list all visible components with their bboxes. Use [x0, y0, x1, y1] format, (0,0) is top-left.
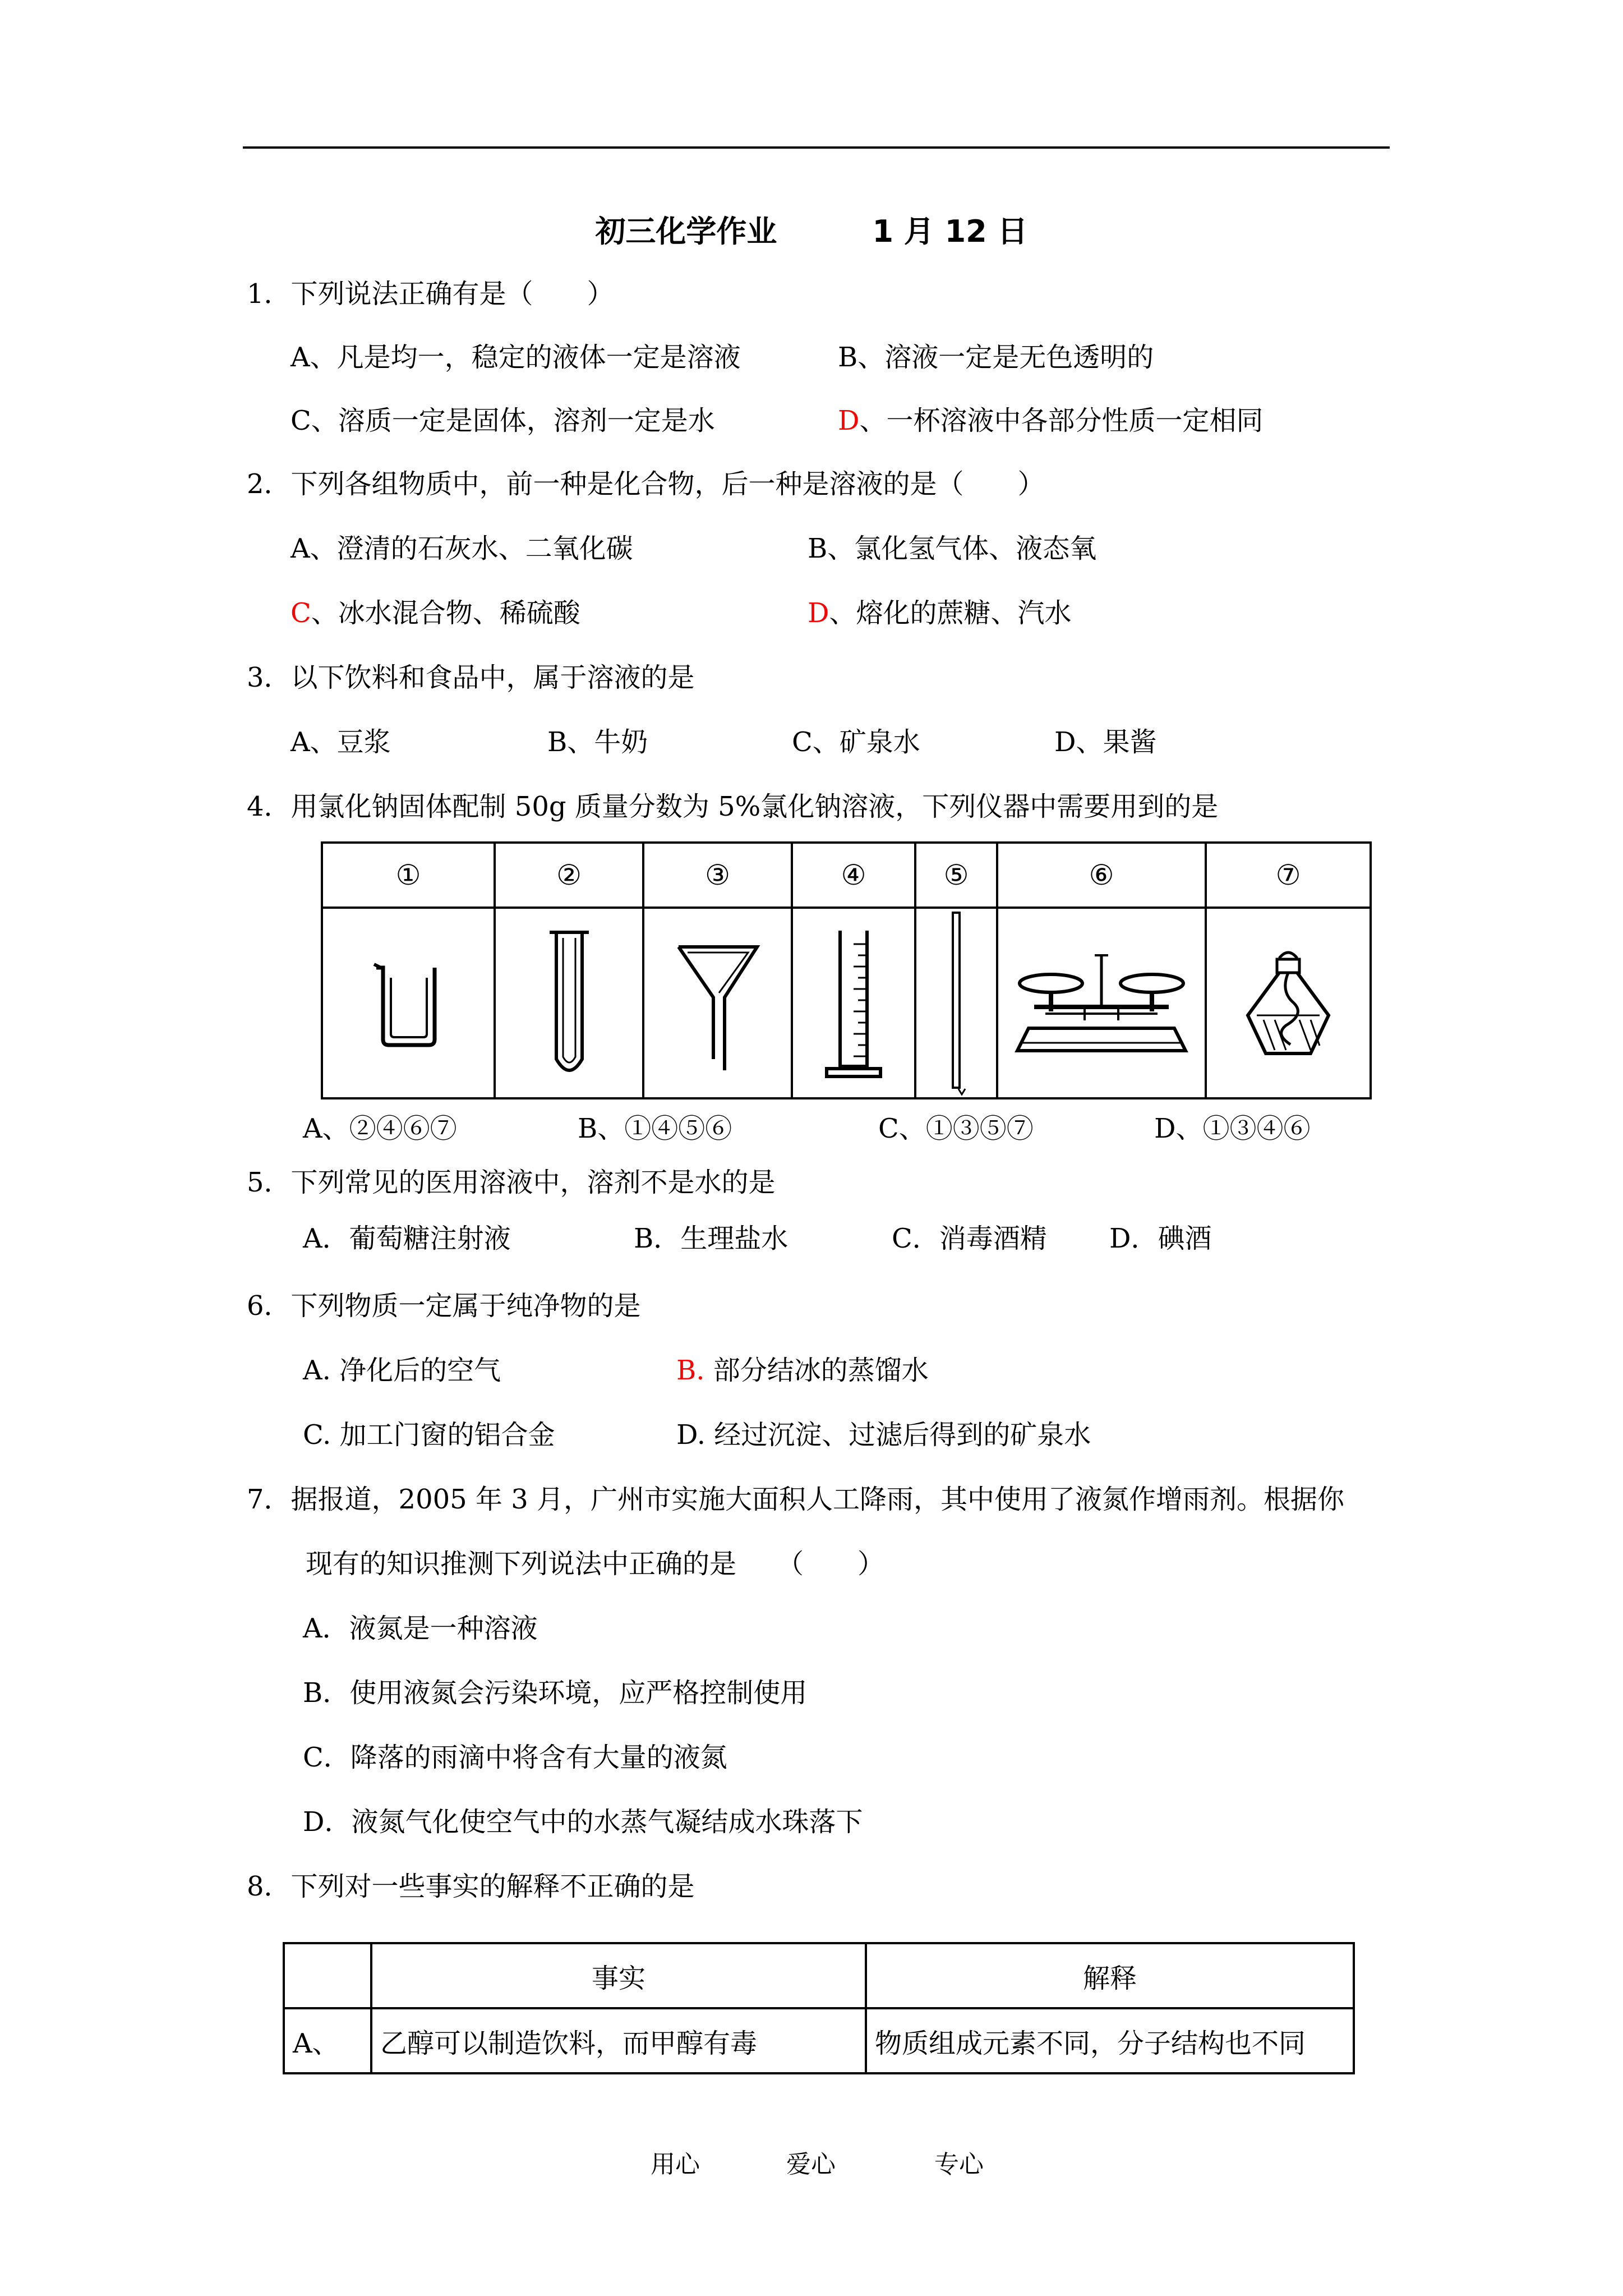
- instrument-cell-3: [643, 908, 792, 1098]
- q6-option-a[interactable]: A. 净化后的空气: [303, 1355, 501, 1386]
- table-header-row: [284, 1943, 1354, 2008]
- q1-stem: 1．下列说法正确有是（ ）: [247, 278, 614, 310]
- q7-option-c[interactable]: C．降落的雨滴中将含有大量的液氮: [303, 1742, 727, 1773]
- q2-option-d[interactable]: D、熔化的蔗糖、汽水: [808, 597, 1072, 629]
- q7-option-a[interactable]: A．液氮是一种溶液: [303, 1613, 538, 1644]
- instrument-number-5: ⑤: [915, 843, 997, 908]
- funnel-icon: [673, 930, 763, 1076]
- q1-option-d[interactable]: D、一杯溶液中各部分性质一定相同: [838, 405, 1264, 436]
- row-label: A、: [284, 2008, 371, 2073]
- instrument-number-3: ③: [643, 843, 792, 908]
- instrument-number-4: ④: [792, 843, 915, 908]
- header-rule: [243, 146, 1390, 149]
- q4-stem: 4．用氯化钠固体配制 50g 质量分数为 5%氯化钠溶液，下列仪器中需要用到的是: [247, 791, 1219, 822]
- instrument-number-6: ⑥: [997, 843, 1206, 908]
- q6-option-d[interactable]: D. 经过沉淀、过滤后得到的矿泉水: [676, 1419, 1091, 1451]
- alcohol-lamp-icon: [1232, 941, 1344, 1065]
- q3-option-b[interactable]: B、牛奶: [547, 726, 648, 758]
- q2-option-a[interactable]: A、澄清的石灰水、二氧化碳: [291, 533, 633, 564]
- q8-stem: 8．下列对一些事实的解释不正确的是: [247, 1871, 695, 1902]
- header-blank: [284, 1943, 371, 2008]
- q3-option-a[interactable]: A、豆浆: [291, 726, 391, 758]
- instrument-cell-4: [792, 908, 915, 1098]
- page-title: 初三化学作业 1 月 12 日: [595, 214, 1028, 249]
- instrument-cell-7: [1206, 908, 1371, 1098]
- q4-option-c[interactable]: C、①③⑤⑦: [878, 1113, 1034, 1144]
- q2-option-c[interactable]: C、冰水混合物、稀硫酸: [291, 597, 580, 629]
- beaker-icon: [366, 955, 450, 1051]
- instrument-cell-5: [915, 908, 997, 1098]
- row-fact: 乙醇可以制造饮料，而甲醇有毒: [371, 2008, 866, 2073]
- graduated-cylinder-icon: [820, 922, 887, 1084]
- q5-option-a[interactable]: A．葡萄糖注射液: [303, 1223, 511, 1254]
- q5-option-b[interactable]: B．生理盐水: [634, 1223, 789, 1254]
- footer-text-3: 专心: [934, 2150, 984, 2179]
- q4-option-d[interactable]: D、①③④⑥: [1154, 1113, 1311, 1144]
- instrument-cell-2: [495, 908, 643, 1098]
- q6-option-c[interactable]: C. 加工门窗的铝合金: [303, 1419, 555, 1451]
- instrument-table: [321, 841, 1372, 1099]
- table-row: [284, 2008, 1354, 2073]
- instrument-cell-6: [997, 908, 1206, 1098]
- facts-table: [283, 1942, 1355, 2074]
- q2-option-b[interactable]: B、氯化氢气体、液态氧: [808, 533, 1097, 564]
- test-tube-icon: [538, 924, 600, 1082]
- q5-option-d[interactable]: D．碘酒: [1109, 1223, 1212, 1254]
- q6-stem: 6．下列物质一定属于纯净物的是: [247, 1290, 641, 1322]
- q4-option-b[interactable]: B、①④⑤⑥: [578, 1113, 732, 1144]
- q5-stem: 5．下列常见的医用溶液中，溶剂不是水的是: [247, 1167, 776, 1198]
- q1-option-a[interactable]: A、凡是均一，稳定的液体一定是溶液: [291, 342, 741, 373]
- row-explanation: 物质组成元素不同，分子结构也不同: [866, 2008, 1354, 2073]
- q7-option-b[interactable]: B．使用液氮会污染环境，应严格控制使用: [303, 1677, 808, 1709]
- instrument-number-7: ⑦: [1206, 843, 1371, 908]
- instrument-cell-1: [322, 908, 495, 1098]
- q5-option-c[interactable]: C．消毒酒精: [892, 1223, 1047, 1254]
- q3-option-c[interactable]: C、矿泉水: [792, 726, 920, 758]
- q3-stem: 3．以下饮料和食品中，属于溶液的是: [247, 662, 695, 693]
- q3-option-d[interactable]: D、果酱: [1054, 726, 1157, 758]
- q1-option-c[interactable]: C、溶质一定是固体，溶剂一定是水: [291, 405, 715, 436]
- glass-rod-icon: [939, 910, 973, 1096]
- balance-icon: [1012, 944, 1191, 1062]
- footer-text-2: 爱心: [786, 2150, 836, 2179]
- footer-text-1: 用心: [651, 2150, 700, 2179]
- q1-option-b[interactable]: B、溶液一定是无色透明的: [838, 342, 1154, 373]
- instrument-number-2: ②: [495, 843, 643, 908]
- instrument-number-1: ①: [322, 843, 495, 908]
- q7-option-d[interactable]: D．液氮气化使空气中的水蒸气凝结成水珠落下: [303, 1806, 863, 1838]
- q6-option-b[interactable]: B. 部分结冰的蒸馏水: [676, 1355, 929, 1386]
- q4-option-a[interactable]: A、②④⑥⑦: [303, 1113, 457, 1144]
- header-explanation: 解释: [866, 1943, 1354, 2008]
- q7-stem-line2: 现有的知识推测下列说法中正确的是 （ ）: [306, 1548, 885, 1580]
- header-fact: 事实: [371, 1943, 866, 2008]
- q2-stem: 2．下列各组物质中，前一种是化合物，后一种是溶液的是（ ）: [247, 468, 1045, 500]
- q7-stem-line1: 7．据报道，2005 年 3 月，广州市实施大面积人工降雨，其中使用了液氮作增雨剂。根据你: [247, 1484, 1345, 1515]
